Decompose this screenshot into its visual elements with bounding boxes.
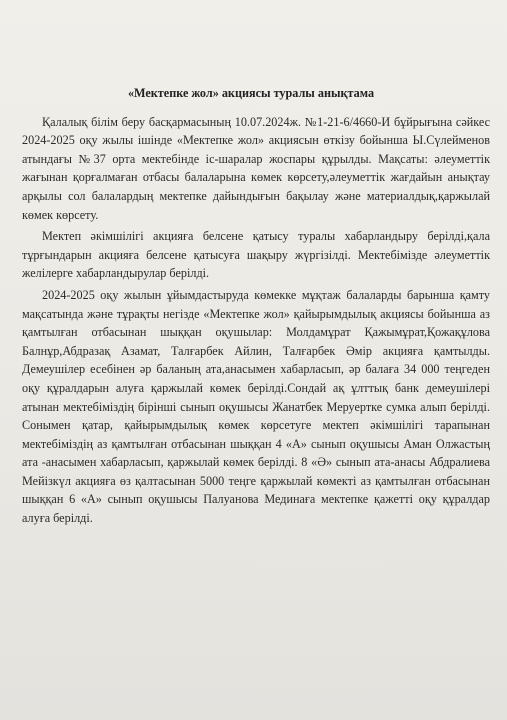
paragraph-assistance-details: 2024-2025 оқу жылын ұйымдастыруда көмекке мұқтаж балаларды барынша қамту мақсатында және тұрақты негізде «Мектепке жол» қайырымдылық акциясы бойынша аз қамтылған отбасынан шыққан оқушылар: Молдамұрат Қажымұрат,Қожақұлова Балнұр,Абдразақ Азамат, Талғарбек Айлин, Талғарбек Әмір акцияға қамтылды. Демеушілер есебінен әр баланың ата,анасымен хабарласып, әр балаға 34 000 теңгеден оқу құралдарын алуға қаржылай көмек берілді.Сондай ақ ұлттық банк демеушілері атынан мектебіміздің бірінші сынып оқушысы Жанатбек Меруертке сумка алып берілді. Сонымен қатар, қайырымдылық көмек көрсетуге мектеп әкімшілігі тарапынан мектебіміздің аз қамтылған отбасынан шыққан 4 «А» сынып оқушысы Аман Олжастың ата -анасымен хабарласып, қаржылай көмек берілді. 8 «Ә» сынып ата-анасы Абдралиева Мейізкүл акцияға өз қалтасынан 5000 теңге қаржылай көмекті аз қамтылған отбасынан шыққан 6 «А» сынып оқушысы Палуанова Мединаға мектепке қажетті оқу құралдар алуға берілді. (22, 287, 490, 526)
document-title: «Мектепке жол» акциясы туралы анықтама (127, 86, 375, 100)
paragraph-order-basis: Қалалық білім беру басқармасының 10.07.2024ж. №1-21-6/4660-И бұйрығына сәйкес 2024-2025 оқу жылы ішінде «Мектепке жол» акциясын өткізу бойынша Ы.Сүлейменов атындағы №37 орта мектебінде іс-шаралар жоспары құрылды. Мақсаты: әлеуметтік жағынан қорғалмаған отбасы балаларына көмек көрсету,әлеуметтік жағдайын анықтау арқылы сол балалардың мектепке дайындығын бақылау және материалдық,қаржылай көмек көрсету. (22, 114, 490, 222)
document-body (22, 84, 490, 531)
paragraph-announcement: Мектеп әкімшілігі акцияға белсене қатысу туралы хабарландыру берілді,қала тұрғындарын акцияға белсене қатысуға шақыру жүргізілді. Мектебімізде әлеуметтік желілерге хабарландырулар берілді. (22, 229, 490, 281)
